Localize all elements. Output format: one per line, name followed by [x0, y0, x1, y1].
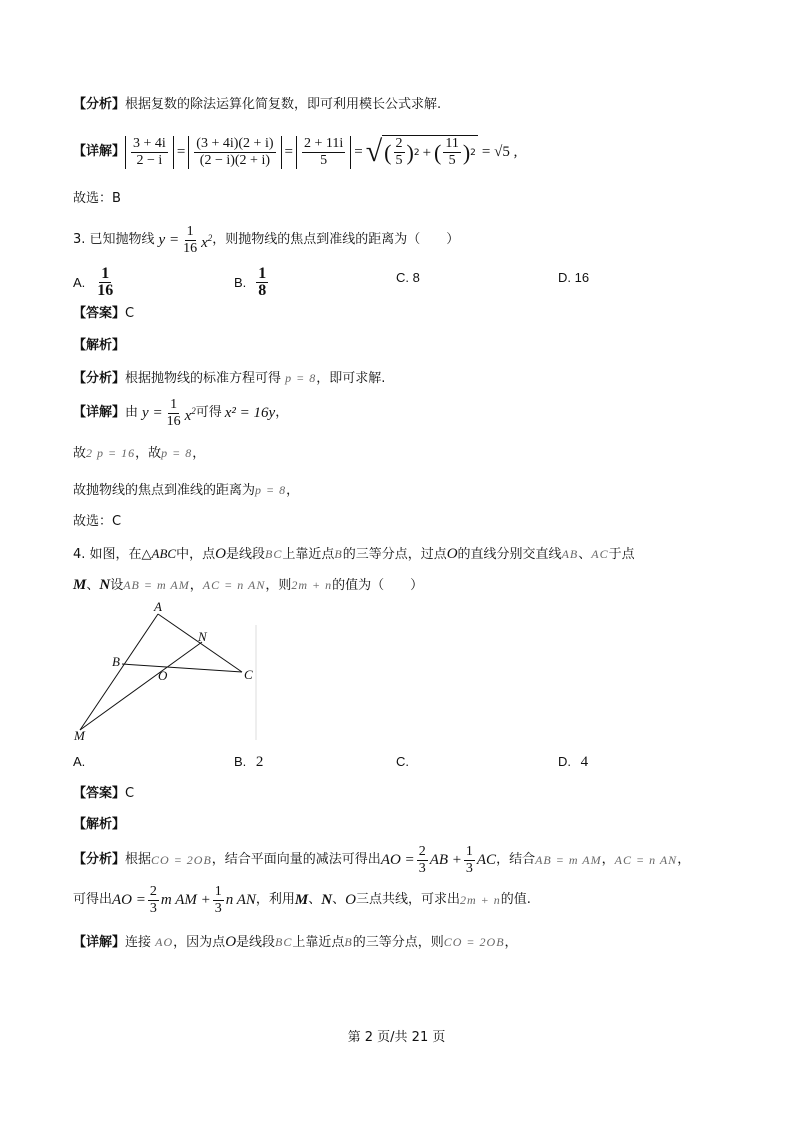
frac-num: 3 + 4i [133, 135, 166, 151]
q3-jiexi: 【解析】 [73, 338, 126, 353]
q3-option-b[interactable] [234, 266, 270, 299]
q4-stem-2 [73, 575, 423, 596]
math: m AM + [160, 892, 211, 908]
result: = √5 , [481, 144, 518, 160]
text: 是线段 [236, 935, 276, 950]
text: ， [601, 852, 615, 867]
q4-option-b[interactable] [234, 754, 263, 771]
frac-num: 1 [186, 223, 194, 239]
text: ，结合 [496, 852, 536, 867]
detail-tag: 【详解】 [73, 935, 126, 950]
text: 上靠近点 [292, 935, 345, 950]
frac-num: 1 [101, 265, 110, 282]
option-value: 4 [580, 754, 589, 770]
q3-answer [73, 304, 134, 324]
math: O [225, 934, 237, 950]
label-C: C [244, 667, 253, 682]
frac-num: 1 [258, 265, 267, 282]
q3-option-d[interactable]: D. 16 [558, 270, 590, 285]
analysis-tag: 【分析】 [73, 97, 126, 112]
abs-expr-2 [188, 136, 281, 169]
frac-den: 16 [97, 282, 114, 299]
text: ，利用 [255, 892, 295, 907]
text: ， [189, 578, 203, 593]
math: AO [155, 935, 174, 949]
math: O [345, 892, 356, 908]
line-AM [80, 614, 158, 730]
frac-den: 3 [149, 900, 157, 916]
math-vec: AB = m AM [123, 578, 190, 592]
text: 中，点 [176, 547, 216, 562]
answer-value: C [125, 786, 135, 801]
analysis-tag: 【分析】 [73, 371, 126, 386]
text: ，结合平面向量的减法可得出 [211, 852, 381, 867]
math: N [99, 577, 111, 593]
analysis-text: 根据抛物线的标准方程可得 [125, 371, 282, 386]
eq-result: x² = 16y [224, 405, 276, 421]
math: n AN [225, 892, 256, 908]
q4-option-c[interactable]: C. [396, 754, 409, 769]
abs-expr-3 [296, 136, 351, 169]
label-A: A [154, 600, 162, 614]
math: BC [275, 935, 293, 949]
text: 上靠近点 [282, 547, 335, 562]
triangle-figure [70, 600, 270, 745]
text: ，则 [265, 578, 292, 593]
option-label: B. [234, 275, 247, 290]
text: 、 [308, 892, 322, 907]
answer-tag: 【答案】 [73, 306, 126, 321]
q3-final: 故选：C [73, 514, 122, 529]
math: AO = [112, 892, 146, 908]
frac-den: 5 [320, 152, 328, 168]
math: B [334, 547, 343, 561]
abs-expr-1 [125, 136, 174, 169]
frac-num: 1 [214, 883, 222, 899]
math: p = 8 [255, 483, 287, 497]
text: 可得出 [73, 892, 113, 907]
text: 故 [73, 446, 87, 461]
math: N [321, 892, 333, 908]
text: ， [286, 483, 300, 498]
text: 的三等分点，过点 [342, 547, 447, 562]
text: 的值为（ ） [332, 578, 424, 593]
text: ，故 [135, 446, 162, 461]
text: 连接 [125, 935, 152, 950]
math: BC [264, 547, 283, 561]
q3-stem-text: 3. 已知抛物线 [73, 232, 155, 247]
math: 2m + n [459, 893, 501, 907]
math-vec: AB = m AM [535, 853, 602, 867]
frac-num: 11 [445, 136, 459, 151]
frac-num: 2 [149, 883, 157, 899]
label-M: M [74, 728, 85, 743]
math-vec: CO = 2OB [151, 853, 212, 867]
frac-num: 2 [395, 136, 403, 151]
option-label: A. [73, 275, 86, 290]
frac-num: 2 [418, 843, 426, 859]
text: ， [504, 935, 518, 950]
text: 根据 [125, 852, 152, 867]
math: △ABC [141, 546, 177, 561]
math: M [294, 892, 309, 908]
text: 4. 如图，在 [73, 547, 142, 562]
frac-den: 3 [214, 900, 222, 916]
math: M [73, 577, 87, 593]
q4-answer [73, 784, 134, 804]
text: 是线段 [225, 547, 265, 562]
text: 的值. [500, 892, 531, 907]
frac-den: 5 [448, 153, 456, 168]
math: O [215, 546, 226, 562]
frac-den: 2 − i [136, 152, 163, 168]
analysis-text: 根据复数的除法运算化简复数，即可利用模长公式求解. [125, 97, 442, 112]
q4-analysis-1 [73, 842, 690, 878]
eq-y: y = [158, 232, 180, 248]
frac-num: 1 [170, 396, 178, 412]
text: 、 [332, 892, 346, 907]
math: AB + [429, 852, 462, 868]
text: 于点 [608, 547, 635, 562]
label-N: N [198, 629, 207, 644]
analysis-tag: 【分析】 [73, 852, 126, 867]
option-value: 2 [255, 754, 264, 770]
q4-detail [73, 932, 518, 953]
math: AB [561, 547, 579, 561]
frac-num: 1 [465, 843, 473, 859]
detail-text: 由 [125, 405, 139, 420]
detail-tag: 【详解】 [73, 144, 126, 159]
math: O [446, 546, 458, 562]
frac-den: 3 [465, 860, 473, 876]
answer-tag: 【答案】 [73, 786, 126, 801]
q4-stem-1 [73, 544, 635, 565]
frac-den: 16 [183, 240, 198, 256]
q3-line-2 [73, 480, 299, 501]
q4-option-a[interactable]: A. [73, 754, 86, 769]
analysis-line-1 [73, 95, 441, 115]
math: B [344, 935, 353, 949]
text: ，因为点 [173, 935, 226, 950]
answer-value: C [125, 306, 135, 321]
sqrt-sign: √ [365, 135, 383, 168]
label-B: B [112, 654, 120, 669]
option-label: D. [558, 754, 571, 769]
math: p = 8 [161, 446, 193, 460]
q3-analysis [73, 368, 385, 389]
math-vec: AC = n AN [614, 853, 678, 867]
text: 故抛物线的焦点到准线的距离为 [73, 483, 256, 498]
line-BC [122, 664, 242, 672]
detail-line-1: 【详解】 $\frac{3 + 4i}{2 - i}$ = $\frac{(3 + 4i)(2 + i)}{(2 - i)(2 + i)}$ = $\frac{2 + 11i}{5}$ = √ ( $\frac{2}{5}$ ) 2 + ( $\frac{11}{5}$ ) 2 = √5 , [73, 135, 518, 168]
math-vec: AC = n AN [202, 578, 266, 592]
analysis-text-2: ，即可求解. [316, 371, 386, 386]
math: 2 p = 16 [86, 446, 136, 460]
frac-den: 16 [166, 413, 181, 429]
text: 三点共线，可求出 [355, 892, 460, 907]
text: 的三等分点，则 [352, 935, 444, 950]
text: ， [677, 852, 691, 867]
text: 的直线分别交直线 [457, 547, 562, 562]
q4-option-d[interactable] [558, 754, 588, 771]
frac-num: (3 + 4i)(2 + i) [196, 135, 274, 151]
q3-stem: 3. 已知抛物线 y = $\frac{1}{16}$ $x^2$ ，则抛物线的焦点到准线的距离为（ ） [73, 223, 460, 256]
math: AO = [380, 852, 415, 868]
frac-den: 5 [395, 153, 403, 168]
text: 、 [578, 547, 592, 562]
q3-stem-text-2: ，则抛物线的焦点到准线的距离为（ ） [212, 232, 460, 247]
math: AC [591, 547, 609, 561]
text: 、 [86, 578, 100, 593]
eq-y: y = [142, 405, 163, 421]
q3-line-1 [73, 443, 205, 464]
eq-x: x [184, 407, 192, 424]
q4-jiexi: 【解析】 [73, 817, 126, 832]
option-label: B. [234, 754, 247, 769]
page-footer: 第 2 页/共 21 页 [347, 1030, 446, 1045]
math-p: p = 8 [285, 371, 317, 385]
text: 设 [110, 578, 124, 593]
eq-x: x [201, 234, 208, 251]
detail-tag: 【详解】 [73, 405, 126, 420]
q3-option-c[interactable]: C. 8 [396, 270, 420, 285]
frac-den: 3 [418, 860, 426, 876]
math: 2m + n [291, 578, 333, 592]
answer-line-q2: 故选：B [73, 191, 121, 206]
q4-analysis-2 [73, 882, 531, 918]
q3-option-a[interactable] [73, 266, 117, 299]
label-O: O [158, 668, 168, 683]
q3-detail: 【详解】 由 y = $\frac{1}{16}$ $x^2$ 可得 x² = 16y ， [73, 396, 289, 429]
math-vec: CO = 2OB [443, 935, 505, 949]
frac-den: (2 − i)(2 + i) [199, 152, 270, 168]
line-MN [80, 642, 202, 730]
math: AC [476, 852, 497, 868]
sqrt-body: ( $\frac{2}{5}$ ) 2 + ( $\frac{11}{5}$ ) 2 [384, 136, 476, 168]
text: ， [192, 446, 206, 461]
frac-num: 2 + 11i [303, 135, 344, 151]
frac-den: 8 [258, 282, 267, 299]
detail-text-2: 可得 [195, 405, 222, 420]
